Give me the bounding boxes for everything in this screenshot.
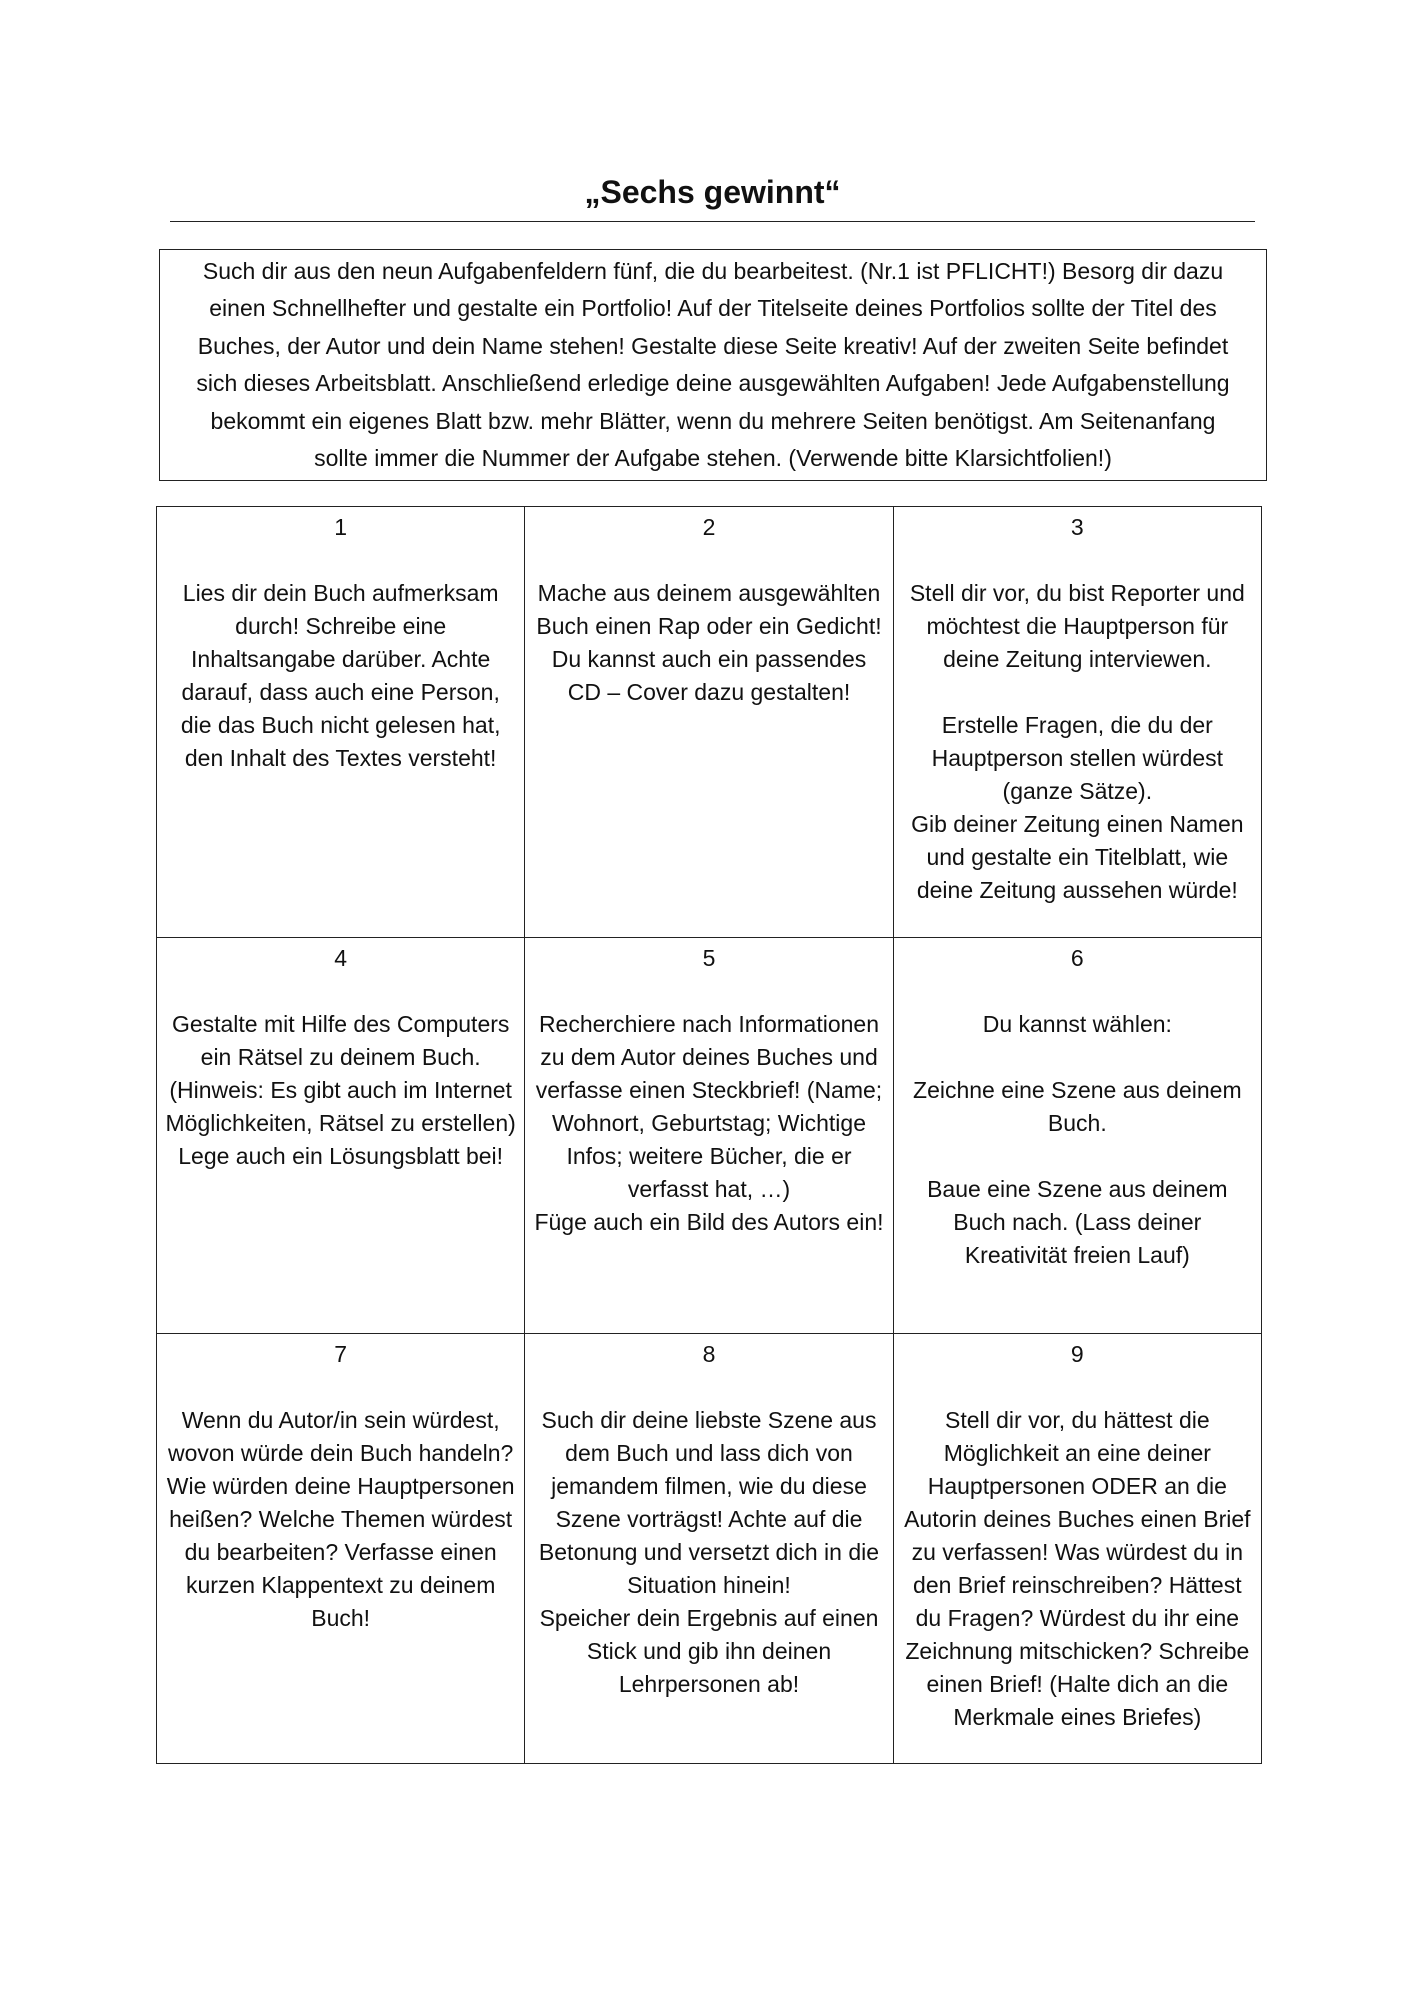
task-cell-4 <box>157 938 525 1334</box>
instructions-box <box>159 249 1267 481</box>
task-number: 9 <box>1070 1341 1084 1367</box>
task-number: 8 <box>702 1341 716 1367</box>
task-cell-7 <box>157 1334 525 1764</box>
task-cell-1 <box>157 507 525 938</box>
task-number: 3 <box>1070 514 1084 540</box>
title-underline <box>170 221 1255 222</box>
task-row <box>157 507 1262 938</box>
page-title: „Sechs gewinnt“ <box>584 174 841 210</box>
task-text: Stell dir vor, du hättest die Möglichkeit an eine deiner Hauptpersonen ODER an die Autorin deines Buches einen Brief zu verfassen! Was würdest du in den Brief reinschreiben? Hättest du Fragen? Würdest du ihr eine Zeichnung mitschicken? Schreibe einen Brief! (Halte dich an die Merkmale eines Briefes) <box>904 1407 1251 1730</box>
task-text: Such dir deine liebste Szene aus dem Buch und lass dich von jemandem filmen, wie du diese Szene vorträgst! Achte auf die Betonung und versetzt dich in die Situation hinein! Speicher dein Ergebnis auf einen Stick und gib ihn deinen Lehrpersonen ab! <box>538 1407 880 1697</box>
task-number: 1 <box>334 514 348 540</box>
task-cell-8 <box>525 1334 893 1764</box>
instructions-text: Such dir aus den neun Aufgabenfeldern fünf, die du bearbeitest. (Nr.1 ist PFLICHT!) Besorg dir dazu einen Schnellhefter und gestalte ein Portfolio! Auf der Titelseite deines Portfolios sollte der Titel des Buches, der Autor und dein Name stehen! Gestalte diese Seite kreativ! Auf der zweiten Seite befindet sich dieses Arbeitsblatt. Anschließend erledige deine ausgewählten Aufgaben! Jede Aufgabenstellung bekommt ein eigenes Blatt bzw. mehr Blätter, wenn du mehrere Seiten benötigst. Am Seitenanfang sollte immer die Nummer der Aufgabe stehen. (Verwende bitte Klarsichtfolien!) <box>196 257 1230 471</box>
task-text: Stell dir vor, du bist Reporter und möchtest die Hauptperson für deine Zeitung interviewen. Erstelle Fragen, die du der Hauptperson stellen würdest (ganze Sätze). Gib deiner Zeitung einen Namen und gestalte ein Titelblatt, wie deine Zeitung aussehen würde! <box>909 580 1245 903</box>
task-row <box>157 938 1262 1334</box>
task-number: 6 <box>1070 945 1084 971</box>
task-text: Wenn du Autor/in sein würdest, wovon würde dein Buch handeln? Wie würden deine Hauptpersonen heißen? Welche Themen würdest du bearbeiten? Verfasse einen kurzen Klappentext zu deinem Buch! <box>166 1407 515 1631</box>
task-row <box>157 1334 1262 1764</box>
task-cell-9 <box>893 1334 1261 1764</box>
task-cell-6 <box>893 938 1261 1334</box>
task-text: Mache aus deinem ausgewählten Buch einen Rap oder ein Gedicht! Du kannst auch ein passendes CD – Cover dazu gestalten! <box>536 580 882 705</box>
task-grid <box>156 506 1262 1764</box>
task-number: 4 <box>334 945 348 971</box>
task-text: Gestalte mit Hilfe des Computers ein Rätsel zu deinem Buch. (Hinweis: Es gibt auch im Internet Möglichkeiten, Rätsel zu erstellen) Lege auch ein Lösungsblatt bei! <box>165 1011 516 1169</box>
task-number: 7 <box>334 1341 348 1367</box>
task-text: Recherchiere nach Informationen zu dem Autor deines Buches und verfasse einen Steckbrief! (Name; Wohnort, Geburtstag; Wichtige Infos; weitere Bücher, die er verfasst hat, …) Füge auch ein Bild des Autors ein! <box>534 1011 884 1235</box>
task-text: Du kannst wählen: Zeichne eine Szene aus deinem Buch. Baue eine Szene aus deinem Buch nach. (Lass deiner Kreativität freien Lauf) <box>913 1011 1242 1268</box>
task-number: 2 <box>702 514 716 540</box>
task-cell-5 <box>525 938 893 1334</box>
task-cell-2 <box>525 507 893 938</box>
task-cell-3 <box>893 507 1261 938</box>
task-number: 5 <box>702 945 716 971</box>
task-text: Lies dir dein Buch aufmerksam durch! Schreibe eine Inhaltsangabe darüber. Achte darauf, dass auch eine Person, die das Buch nicht gelesen hat, den Inhalt des Textes versteht! <box>180 580 501 771</box>
